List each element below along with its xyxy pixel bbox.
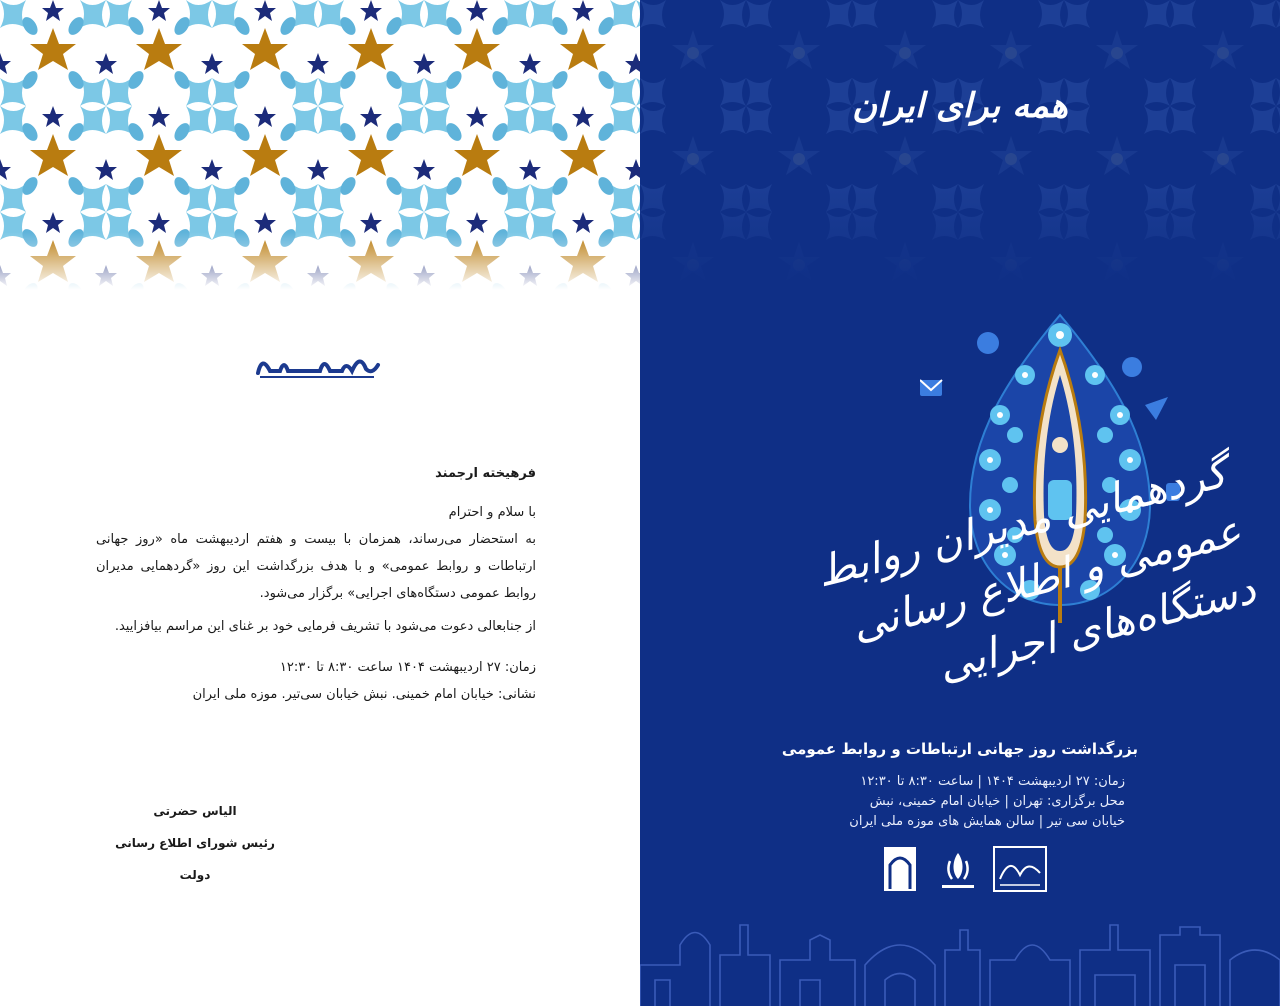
signer-name: الیاس حضرتی — [153, 804, 237, 818]
organizer-logos — [880, 845, 1050, 895]
slogan: همه برای ایران — [852, 86, 1068, 126]
event-title: گردهمایی مدیران روابط عمومی و اطلاع رسانی دستگاه‌های اجرایی — [811, 447, 1261, 691]
iran-emblem-logo-icon — [942, 853, 974, 888]
letter-time: زمان: ۲۷ اردیبهشت ۱۴۰۴ ساعت ۸:۳۰ تا ۱۲:۳۰ — [279, 660, 536, 675]
letter-salutation: با سلام و احترام — [448, 505, 536, 520]
letter-paragraph-1: به استحضار می‌رساند، همزمان با بیست و هفتم اردیبهشت ماه «روز جهانی ارتباطات و روابط عمومی» و با هدف بزرگداشت این روز «گردهمایی مدیران روابط عمومی دستگاه‌های اجرایی» برگزار می‌شود. — [96, 532, 536, 601]
detail-venue-line-2: خیابان سی تیر | سالن همایش های موزه ملی ایران — [849, 814, 1125, 829]
event-details — [705, 772, 1125, 832]
city-skyline-illustration — [640, 905, 1280, 1006]
event-occasion: بزرگداشت روز جهانی ارتباطات و روابط عمومی — [781, 740, 1139, 758]
ministry-calligraphy-logo-icon — [994, 847, 1046, 891]
letter-greeting: فرهیخته ارجمند — [435, 466, 536, 481]
letter-body — [96, 460, 536, 708]
signature-block — [110, 795, 280, 891]
signer-title: رئیس شورای اطلاع رسانی دولت — [115, 836, 275, 882]
islamic-tile-pattern-top — [0, 0, 640, 290]
detail-venue-line-1: محل برگزاری: تهران | خیابان امام خمینی، نبش — [869, 794, 1125, 809]
bismillah-calligraphy-icon — [250, 345, 385, 385]
letter-paragraph-2: از جنابعالی دعوت می‌شود با تشریف فرمایی خود بر غنای این مراسم بیافزایید. — [114, 619, 536, 634]
museum-arch-logo-icon — [884, 847, 916, 891]
event-title-box — [700, 440, 1261, 691]
detail-time: زمان: ۲۷ اردیبهشت ۱۴۰۴ | ساعت ۸:۳۰ تا ۱۲:۳۰ — [860, 774, 1125, 789]
letter-address: نشانی: خیابان امام خمینی. نبش خیابان سی‌تیر. موزه ملی ایران — [192, 687, 536, 702]
islamic-tile-pattern-dark — [640, 0, 1280, 290]
invitation-cover-page — [640, 0, 1280, 1006]
